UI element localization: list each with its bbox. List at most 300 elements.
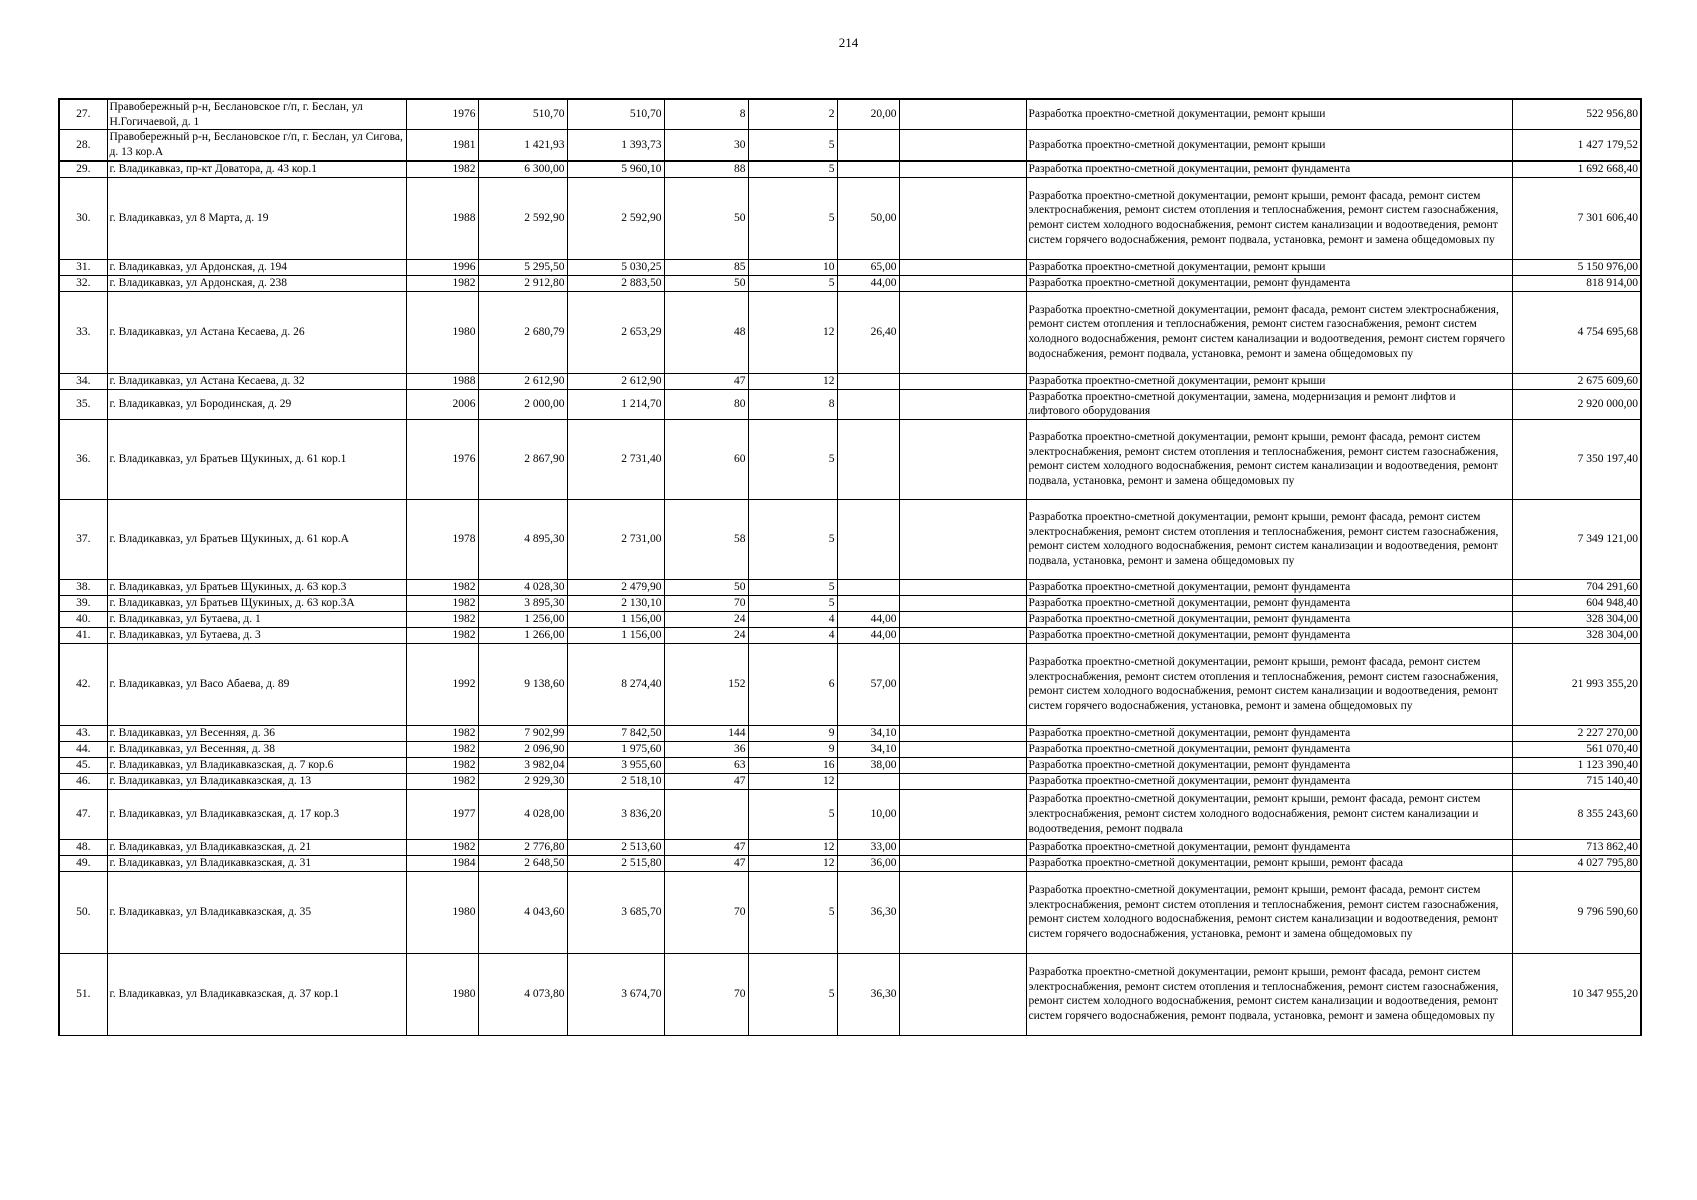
cell-number: 36. <box>59 419 107 499</box>
cell-cost: 715 140,40 <box>1512 773 1641 789</box>
cell-works: Разработка проектно-сметной документации, ремонт фундамента <box>1026 627 1512 643</box>
cell-works: Разработка проектно-сметной документации, ремонт фундамента <box>1026 725 1512 741</box>
cell-extra <box>899 130 1026 161</box>
cell-living-area: 2 130,10 <box>567 595 664 611</box>
cell-year: 1982 <box>406 839 478 855</box>
cell-living-area: 2 612,90 <box>567 373 664 389</box>
cell-works: Разработка проектно-сметной документации, ремонт фундамента <box>1026 757 1512 773</box>
cell-total-area: 2 592,90 <box>478 177 567 259</box>
cell-number: 33. <box>59 291 107 373</box>
cell-works: Разработка проектно-сметной документации, ремонт крыши, ремонт фасада, ремонт систем электроснабжения, ремонт систем отопления и теплоснабжения, ремонт систем газоснабжения, ремонт систем холодного водоснабжения, ремонт систем канализации и водоотведения, ремонт подвала, установка, ремонт и замена общедомовых пу <box>1026 419 1512 499</box>
cell-works: Разработка проектно-сметной документации, ремонт фундамента <box>1026 839 1512 855</box>
cell-floors: 4 <box>748 627 837 643</box>
cell-floors: 6 <box>748 643 837 725</box>
table-row <box>59 627 1641 643</box>
cell-floors: 12 <box>748 839 837 855</box>
cell-residents: 30 <box>664 130 748 161</box>
cell-cost: 10 347 955,20 <box>1512 953 1641 1035</box>
cell-living-area: 2 515,80 <box>567 855 664 871</box>
cell-residents: 70 <box>664 595 748 611</box>
table-row <box>59 757 1641 773</box>
table-row <box>59 789 1641 839</box>
table-row <box>59 419 1641 499</box>
cell-works: Разработка проектно-сметной документации, ремонт крыши <box>1026 373 1512 389</box>
table-row <box>59 177 1641 259</box>
table-row <box>59 741 1641 757</box>
cell-address: г. Владикавказ, ул Астана Кесаева, д. 32 <box>107 373 406 389</box>
cell-floors: 5 <box>748 579 837 595</box>
cell-living-area: 2 513,60 <box>567 839 664 855</box>
cell-cost: 8 355 243,60 <box>1512 789 1641 839</box>
cell-address: г. Владикавказ, ул Владикавказская, д. 13 <box>107 773 406 789</box>
cell-floors: 9 <box>748 741 837 757</box>
cell-number: 47. <box>59 789 107 839</box>
table-row <box>59 275 1641 291</box>
cell-number: 41. <box>59 627 107 643</box>
cell-total-area: 4 073,80 <box>478 953 567 1035</box>
cell-works: Разработка проектно-сметной документации, ремонт фундамента <box>1026 773 1512 789</box>
cell-wear <box>837 773 899 789</box>
cell-year: 1982 <box>406 741 478 757</box>
repair-register-table <box>58 98 1642 1036</box>
cell-floors: 12 <box>748 855 837 871</box>
cell-residents: 88 <box>664 161 748 177</box>
cell-works: Разработка проектно-сметной документации, ремонт крыши, ремонт фасада, ремонт систем электроснабжения, ремонт систем отопления и теплоснабжения, ремонт систем газоснабжения, ремонт систем холодного водоснабжения, ремонт систем канализации и водоотведения, ремонт систем горячего водоснабжения, установка, ремонт и замена общедомовых пу <box>1026 643 1512 725</box>
cell-wear: 44,00 <box>837 275 899 291</box>
cell-year: 1981 <box>406 130 478 161</box>
cell-works: Разработка проектно-сметной документации, ремонт крыши, ремонт фасада, ремонт систем электроснабжения, ремонт систем отопления и теплоснабжения, ремонт систем газоснабжения, ремонт систем холодного водоснабжения, ремонт систем канализации и водоотведения, ремонт систем горячего водоснабжения, ремонт подвала, установка, ремонт и замена общедомовых пу <box>1026 953 1512 1035</box>
cell-extra <box>899 389 1026 419</box>
table-row <box>59 389 1641 419</box>
cell-cost: 713 862,40 <box>1512 839 1641 855</box>
cell-total-area: 1 266,00 <box>478 627 567 643</box>
cell-works: Разработка проектно-сметной документации, ремонт фундамента <box>1026 579 1512 595</box>
cell-year: 1982 <box>406 757 478 773</box>
cell-total-area: 4 895,30 <box>478 499 567 579</box>
cell-wear: 65,00 <box>837 259 899 275</box>
cell-living-area: 1 214,70 <box>567 389 664 419</box>
cell-address: г. Владикавказ, ул Ардонская, д. 194 <box>107 259 406 275</box>
cell-year: 2006 <box>406 389 478 419</box>
cell-year: 1980 <box>406 291 478 373</box>
cell-extra <box>899 855 1026 871</box>
cell-total-area: 2 096,90 <box>478 741 567 757</box>
cell-wear <box>837 595 899 611</box>
cell-address: г. Владикавказ, ул Весенняя, д. 38 <box>107 741 406 757</box>
cell-wear: 38,00 <box>837 757 899 773</box>
cell-number: 35. <box>59 389 107 419</box>
cell-extra <box>899 275 1026 291</box>
table-row <box>59 291 1641 373</box>
cell-wear: 36,30 <box>837 871 899 953</box>
cell-cost: 561 070,40 <box>1512 741 1641 757</box>
cell-living-area: 8 274,40 <box>567 643 664 725</box>
cell-wear <box>837 499 899 579</box>
cell-floors: 5 <box>748 419 837 499</box>
cell-floors: 12 <box>748 291 837 373</box>
cell-works: Разработка проектно-сметной документации, замена, модернизация и ремонт лифтов и лифтового оборудования <box>1026 389 1512 419</box>
table-row <box>59 579 1641 595</box>
cell-residents: 58 <box>664 499 748 579</box>
cell-year: 1976 <box>406 419 478 499</box>
cell-address: Правобережный р-н, Беслановское г/п, г. Беслан, ул Сигова, д. 13 кор.А <box>107 130 406 161</box>
cell-floors: 5 <box>748 130 837 161</box>
cell-wear <box>837 579 899 595</box>
cell-residents: 47 <box>664 373 748 389</box>
cell-wear: 20,00 <box>837 99 899 130</box>
cell-total-area: 4 043,60 <box>478 871 567 953</box>
table-row <box>59 161 1641 177</box>
cell-number: 49. <box>59 855 107 871</box>
cell-total-area: 3 895,30 <box>478 595 567 611</box>
cell-address: Правобережный р-н, Беслановское г/п, г. Беслан, ул Н.Гогичаевой, д. 1 <box>107 99 406 130</box>
cell-extra <box>899 725 1026 741</box>
cell-total-area: 1 421,93 <box>478 130 567 161</box>
cell-total-area: 2 867,90 <box>478 419 567 499</box>
cell-cost: 7 349 121,00 <box>1512 499 1641 579</box>
cell-total-area: 6 300,00 <box>478 161 567 177</box>
cell-number: 31. <box>59 259 107 275</box>
cell-total-area: 2 680,79 <box>478 291 567 373</box>
cell-works: Разработка проектно-сметной документации, ремонт фундамента <box>1026 161 1512 177</box>
cell-year: 1982 <box>406 611 478 627</box>
cell-floors: 9 <box>748 725 837 741</box>
cell-living-area: 2 731,40 <box>567 419 664 499</box>
cell-number: 29. <box>59 161 107 177</box>
table-row <box>59 595 1641 611</box>
cell-year: 1984 <box>406 855 478 871</box>
cell-floors: 16 <box>748 757 837 773</box>
cell-cost: 1 692 668,40 <box>1512 161 1641 177</box>
cell-cost: 522 956,80 <box>1512 99 1641 130</box>
cell-number: 45. <box>59 757 107 773</box>
cell-address: г. Владикавказ, ул Васо Абаева, д. 89 <box>107 643 406 725</box>
cell-living-area: 2 883,50 <box>567 275 664 291</box>
cell-living-area: 2 479,90 <box>567 579 664 595</box>
cell-wear: 44,00 <box>837 627 899 643</box>
cell-residents: 48 <box>664 291 748 373</box>
table-row <box>59 99 1641 130</box>
cell-cost: 818 914,00 <box>1512 275 1641 291</box>
cell-extra <box>899 373 1026 389</box>
cell-number: 34. <box>59 373 107 389</box>
table-row <box>59 611 1641 627</box>
cell-total-area: 7 902,99 <box>478 725 567 741</box>
cell-works: Разработка проектно-сметной документации, ремонт крыши, ремонт фасада <box>1026 855 1512 871</box>
cell-year: 1980 <box>406 953 478 1035</box>
cell-living-area: 3 674,70 <box>567 953 664 1035</box>
cell-year: 1982 <box>406 161 478 177</box>
cell-total-area: 9 138,60 <box>478 643 567 725</box>
cell-residents: 50 <box>664 579 748 595</box>
cell-address: г. Владикавказ, ул Владикавказская, д. 31 <box>107 855 406 871</box>
cell-cost: 4 027 795,80 <box>1512 855 1641 871</box>
cell-extra <box>899 259 1026 275</box>
table-row <box>59 855 1641 871</box>
cell-floors: 5 <box>748 871 837 953</box>
cell-cost: 21 993 355,20 <box>1512 643 1641 725</box>
cell-cost: 1 123 390,40 <box>1512 757 1641 773</box>
cell-residents: 70 <box>664 871 748 953</box>
table-row <box>59 259 1641 275</box>
cell-number: 46. <box>59 773 107 789</box>
cell-residents: 50 <box>664 275 748 291</box>
cell-cost: 2 675 609,60 <box>1512 373 1641 389</box>
cell-cost: 328 304,00 <box>1512 627 1641 643</box>
cell-living-area: 2 592,90 <box>567 177 664 259</box>
cell-extra <box>899 643 1026 725</box>
cell-number: 39. <box>59 595 107 611</box>
cell-works: Разработка проектно-сметной документации, ремонт крыши <box>1026 259 1512 275</box>
cell-wear: 50,00 <box>837 177 899 259</box>
cell-residents: 60 <box>664 419 748 499</box>
cell-address: г. Владикавказ, ул Бородинская, д. 29 <box>107 389 406 419</box>
cell-cost: 5 150 976,00 <box>1512 259 1641 275</box>
cell-number: 40. <box>59 611 107 627</box>
cell-extra <box>899 419 1026 499</box>
cell-cost: 2 920 000,00 <box>1512 389 1641 419</box>
table-row <box>59 643 1641 725</box>
cell-wear <box>837 389 899 419</box>
cell-address: г. Владикавказ, ул Братьев Щукиных, д. 61 кор.1 <box>107 419 406 499</box>
cell-living-area: 5 960,10 <box>567 161 664 177</box>
cell-cost: 1 427 179,52 <box>1512 130 1641 161</box>
cell-number: 51. <box>59 953 107 1035</box>
cell-year: 1980 <box>406 871 478 953</box>
cell-total-area: 2 648,50 <box>478 855 567 871</box>
cell-residents: 70 <box>664 953 748 1035</box>
cell-extra <box>899 773 1026 789</box>
cell-extra <box>899 177 1026 259</box>
cell-wear: 26,40 <box>837 291 899 373</box>
cell-floors: 12 <box>748 773 837 789</box>
cell-number: 43. <box>59 725 107 741</box>
cell-total-area: 4 028,00 <box>478 789 567 839</box>
table-row <box>59 373 1641 389</box>
cell-floors: 12 <box>748 373 837 389</box>
cell-address: г. Владикавказ, ул Владикавказская, д. 35 <box>107 871 406 953</box>
cell-living-area: 510,70 <box>567 99 664 130</box>
cell-living-area: 7 842,50 <box>567 725 664 741</box>
cell-living-area: 1 156,00 <box>567 627 664 643</box>
cell-year: 1977 <box>406 789 478 839</box>
cell-extra <box>899 871 1026 953</box>
cell-total-area: 2 000,00 <box>478 389 567 419</box>
cell-living-area: 3 836,20 <box>567 789 664 839</box>
cell-wear <box>837 130 899 161</box>
cell-residents: 80 <box>664 389 748 419</box>
cell-residents: 47 <box>664 773 748 789</box>
cell-floors: 8 <box>748 389 837 419</box>
cell-works: Разработка проектно-сметной документации, ремонт крыши, ремонт фасада, ремонт систем электроснабжения, ремонт систем отопления и теплоснабжения, ремонт систем газоснабжения, ремонт систем холодного водоснабжения, ремонт систем канализации и водоотведения, ремонт систем горячего водоснабжения, установка, ремонт и замена общедомовых пу <box>1026 871 1512 953</box>
table-row <box>59 499 1641 579</box>
cell-extra <box>899 595 1026 611</box>
table-row <box>59 839 1641 855</box>
cell-wear: 44,00 <box>837 611 899 627</box>
cell-residents: 47 <box>664 855 748 871</box>
cell-works: Разработка проектно-сметной документации, ремонт крыши <box>1026 130 1512 161</box>
cell-works: Разработка проектно-сметной документации, ремонт крыши, ремонт фасада, ремонт систем электроснабжения, ремонт систем отопления и теплоснабжения, ремонт систем газоснабжения, ремонт систем холодного водоснабжения, ремонт систем канализации и водоотведения, ремонт подвала, установка, ремонт и замена общедомовых пу <box>1026 499 1512 579</box>
cell-year: 1982 <box>406 725 478 741</box>
cell-total-area: 5 295,50 <box>478 259 567 275</box>
cell-residents: 24 <box>664 627 748 643</box>
cell-total-area: 4 028,30 <box>478 579 567 595</box>
cell-total-area: 2 912,80 <box>478 275 567 291</box>
cell-living-area: 2 731,00 <box>567 499 664 579</box>
cell-total-area: 2 929,30 <box>478 773 567 789</box>
cell-address: г. Владикавказ, ул Владикавказская, д. 7 кор.6 <box>107 757 406 773</box>
cell-extra <box>899 741 1026 757</box>
cell-number: 50. <box>59 871 107 953</box>
cell-wear <box>837 419 899 499</box>
cell-number: 27. <box>59 99 107 130</box>
cell-living-area: 1 156,00 <box>567 611 664 627</box>
cell-works: Разработка проектно-сметной документации, ремонт фасада, ремонт систем электроснабжения, ремонт систем отопления и теплоснабжения, ремонт систем газоснабжения, ремонт систем холодного водоснабжения, ремонт систем канализации и водоотведения, ремонт систем горячего водоснабжения, ремонт подвала, установка, ремонт и замена общедомовых пу <box>1026 291 1512 373</box>
cell-year: 1978 <box>406 499 478 579</box>
cell-floors: 5 <box>748 953 837 1035</box>
cell-wear: 36,30 <box>837 953 899 1035</box>
cell-extra <box>899 579 1026 595</box>
cell-residents: 152 <box>664 643 748 725</box>
cell-year: 1996 <box>406 259 478 275</box>
cell-living-area: 2 518,10 <box>567 773 664 789</box>
register-body <box>59 99 1641 1035</box>
cell-floors: 5 <box>748 161 837 177</box>
page-number: 214 <box>838 35 859 50</box>
cell-extra <box>899 99 1026 130</box>
cell-address: г. Владикавказ, ул Братьев Щукиных, д. 63 кор.3 <box>107 579 406 595</box>
cell-total-area: 1 256,00 <box>478 611 567 627</box>
cell-year: 1982 <box>406 773 478 789</box>
cell-cost: 7 301 606,40 <box>1512 177 1641 259</box>
table-row <box>59 773 1641 789</box>
cell-cost: 4 754 695,68 <box>1512 291 1641 373</box>
table-row <box>59 871 1641 953</box>
cell-residents: 50 <box>664 177 748 259</box>
cell-works: Разработка проектно-сметной документации, ремонт крыши, ремонт фасада, ремонт систем электроснабжения, ремонт систем отопления и теплоснабжения, ремонт систем газоснабжения, ремонт систем холодного водоснабжения, ремонт систем канализации и водоотведения, ремонт систем горячего водоснабжения, ремонт подвала, установка, ремонт и замена общедомовых пу <box>1026 177 1512 259</box>
cell-address: г. Владикавказ, ул Ардонская, д. 238 <box>107 275 406 291</box>
cell-cost: 604 948,40 <box>1512 595 1641 611</box>
cell-works: Разработка проектно-сметной документации, ремонт фундамента <box>1026 741 1512 757</box>
cell-living-area: 1 975,60 <box>567 741 664 757</box>
cell-residents: 85 <box>664 259 748 275</box>
cell-works: Разработка проектно-сметной документации, ремонт крыши <box>1026 99 1512 130</box>
cell-residents <box>664 789 748 839</box>
table-row <box>59 130 1641 161</box>
cell-total-area: 510,70 <box>478 99 567 130</box>
table-row <box>59 953 1641 1035</box>
cell-address: г. Владикавказ, пр-кт Доватора, д. 43 кор.1 <box>107 161 406 177</box>
cell-number: 37. <box>59 499 107 579</box>
cell-wear: 33,00 <box>837 839 899 855</box>
cell-address: г. Владикавказ, ул Астана Кесаева, д. 26 <box>107 291 406 373</box>
cell-cost: 704 291,60 <box>1512 579 1641 595</box>
cell-year: 1982 <box>406 627 478 643</box>
cell-works: Разработка проектно-сметной документации, ремонт фундамента <box>1026 275 1512 291</box>
cell-address: г. Владикавказ, ул Братьев Щукиных, д. 61 кор.А <box>107 499 406 579</box>
cell-number: 48. <box>59 839 107 855</box>
cell-floors: 5 <box>748 275 837 291</box>
cell-residents: 63 <box>664 757 748 773</box>
cell-cost: 2 227 270,00 <box>1512 725 1641 741</box>
cell-works: Разработка проектно-сметной документации, ремонт крыши, ремонт фасада, ремонт систем электроснабжения, ремонт систем холодного водоснабжения, ремонт систем канализации и водоотведения, ремонт подвала <box>1026 789 1512 839</box>
cell-extra <box>899 161 1026 177</box>
cell-extra <box>899 953 1026 1035</box>
cell-number: 30. <box>59 177 107 259</box>
cell-total-area: 3 982,04 <box>478 757 567 773</box>
cell-address: г. Владикавказ, ул Владикавказская, д. 37 кор.1 <box>107 953 406 1035</box>
cell-extra <box>899 627 1026 643</box>
cell-residents: 8 <box>664 99 748 130</box>
cell-living-area: 5 030,25 <box>567 259 664 275</box>
cell-total-area: 2 612,90 <box>478 373 567 389</box>
cell-residents: 144 <box>664 725 748 741</box>
cell-address: г. Владикавказ, ул Весенняя, д. 36 <box>107 725 406 741</box>
cell-cost: 328 304,00 <box>1512 611 1641 627</box>
cell-year: 1982 <box>406 275 478 291</box>
cell-floors: 5 <box>748 789 837 839</box>
cell-number: 32. <box>59 275 107 291</box>
cell-floors: 5 <box>748 499 837 579</box>
cell-floors: 4 <box>748 611 837 627</box>
cell-floors: 2 <box>748 99 837 130</box>
cell-living-area: 3 685,70 <box>567 871 664 953</box>
cell-year: 1982 <box>406 595 478 611</box>
cell-year: 1988 <box>406 373 478 389</box>
cell-floors: 5 <box>748 177 837 259</box>
cell-address: г. Владикавказ, ул Владикавказская, д. 21 <box>107 839 406 855</box>
cell-residents: 36 <box>664 741 748 757</box>
cell-wear <box>837 373 899 389</box>
cell-extra <box>899 839 1026 855</box>
cell-wear: 10,00 <box>837 789 899 839</box>
cell-number: 38. <box>59 579 107 595</box>
cell-number: 44. <box>59 741 107 757</box>
cell-address: г. Владикавказ, ул Бутаева, д. 1 <box>107 611 406 627</box>
cell-extra <box>899 291 1026 373</box>
cell-living-area: 2 653,29 <box>567 291 664 373</box>
cell-residents: 47 <box>664 839 748 855</box>
cell-year: 1982 <box>406 579 478 595</box>
cell-extra <box>899 757 1026 773</box>
cell-address: г. Владикавказ, ул Братьев Щукиных, д. 63 кор.3А <box>107 595 406 611</box>
cell-extra <box>899 499 1026 579</box>
cell-residents: 24 <box>664 611 748 627</box>
cell-floors: 10 <box>748 259 837 275</box>
cell-address: г. Владикавказ, ул 8 Марта, д. 19 <box>107 177 406 259</box>
cell-cost: 9 796 590,60 <box>1512 871 1641 953</box>
cell-living-area: 3 955,60 <box>567 757 664 773</box>
cell-wear: 57,00 <box>837 643 899 725</box>
cell-year: 1992 <box>406 643 478 725</box>
cell-extra <box>899 789 1026 839</box>
cell-extra <box>899 611 1026 627</box>
cell-works: Разработка проектно-сметной документации, ремонт фундамента <box>1026 611 1512 627</box>
cell-wear: 34,10 <box>837 725 899 741</box>
cell-works: Разработка проектно-сметной документации, ремонт фундамента <box>1026 595 1512 611</box>
cell-floors: 5 <box>748 595 837 611</box>
cell-address: г. Владикавказ, ул Владикавказская, д. 17 кор.3 <box>107 789 406 839</box>
cell-total-area: 2 776,80 <box>478 839 567 855</box>
cell-year: 1976 <box>406 99 478 130</box>
cell-year: 1988 <box>406 177 478 259</box>
cell-number: 28. <box>59 130 107 161</box>
table-row <box>59 725 1641 741</box>
cell-address: г. Владикавказ, ул Бутаева, д. 3 <box>107 627 406 643</box>
cell-wear: 34,10 <box>837 741 899 757</box>
cell-living-area: 1 393,73 <box>567 130 664 161</box>
cell-wear <box>837 161 899 177</box>
